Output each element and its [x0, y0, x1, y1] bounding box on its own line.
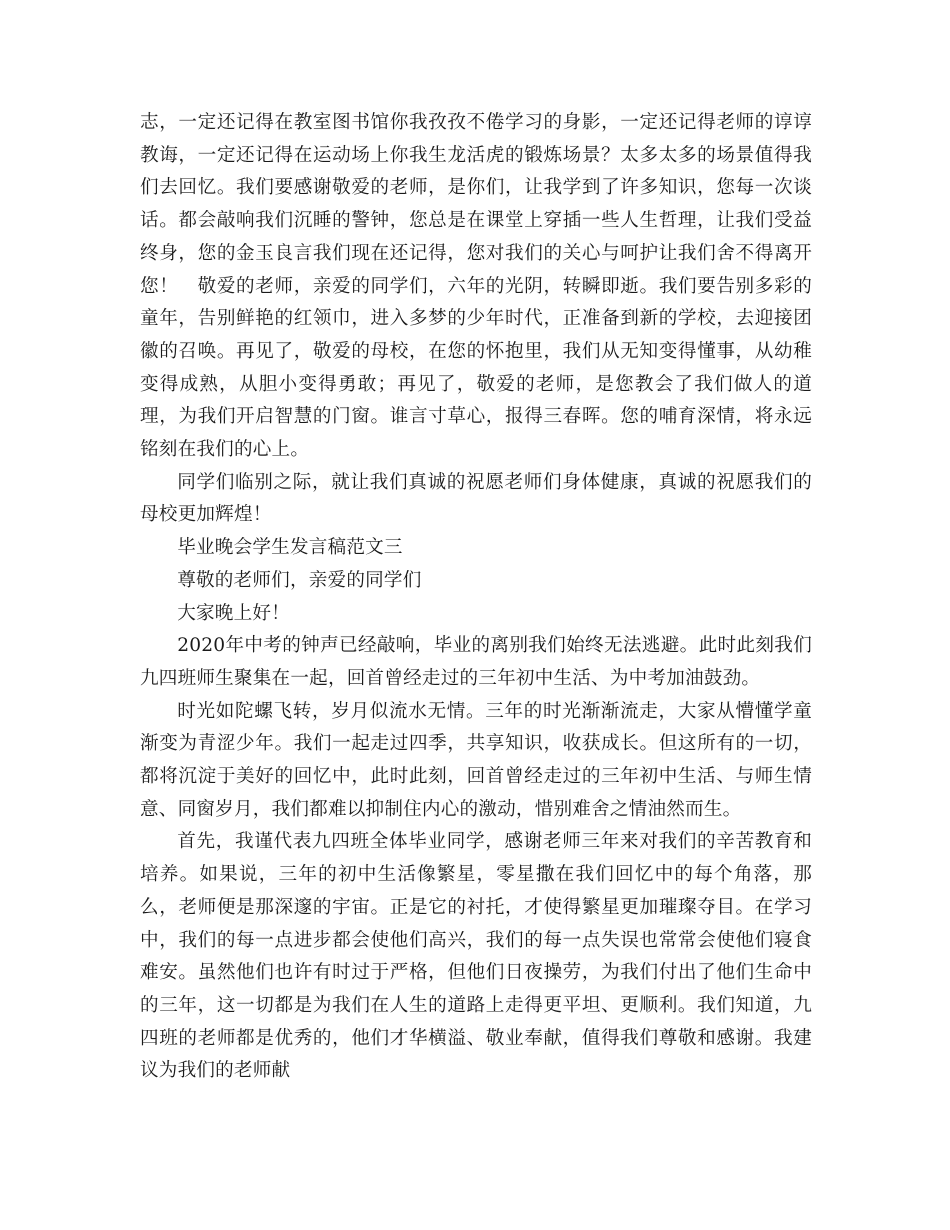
salutation: 尊敬的老师们，亲爱的同学们 — [177, 569, 422, 591]
section-heading: 毕业晚会学生发言稿范文三 — [177, 537, 403, 559]
paragraph-6: 2020年中考的钟声已经敲响，毕业的离别我们始终无法逃避。此时此刻我们九四班师生聚集在一起，回首曾经走过的三年初中生活、为中考加油鼓劲。 — [140, 635, 812, 689]
paragraph-2: 同学们临别之际，就让我们真诚的祝愿老师们身体健康，真诚的祝愿我们的母校更加辉煌！ — [140, 471, 812, 526]
paragraph-1: 志，一定还记得在教室图书馆你我孜孜不倦学习的身影，一定还记得老师的谆谆教诲，一定还记得在运动场上你我生龙活虎的锻炼场景？太多太多的场景值得我们去回忆。我们要感谢敬爱的老师，是你们，让我学到了许多知识，您每一次谈话。都会敲响我们沉睡的警钟，您总是在课堂上穿插一些人生哲理，让我们受益终身，您的金玉良言我们现在还记得，您对我们的关心与呵护让我们舍不得离开您！ 敬爱的老师，亲爱的同学们，六年的光阴，转瞬即逝。我们要告别多彩的童年，告别鲜艳的红领巾，进入多梦的少年时代，正准备到新的学校，去迎接团徽的召唤。再见了，敬爱的母校，在您的怀抱里，我们从无知变得懂事，从幼稚变得成熟，从胆小变得勇敢；再见了，敬爱的老师，是您教会了我们做人的道理，为我们开启智慧的门窗。谁言寸草心，报得三春晖。您的哺育深情，将永远铭刻在我们的心上。 — [140, 112, 812, 461]
greeting: 大家晚上好！ — [177, 602, 290, 624]
paragraph-7: 时光如陀螺飞转，岁月似流水无情。三年的时光渐渐流走，大家从懵懂学童渐变为青涩少年。我们一起走过四季，共享知识，收获成长。但这所有的一切，都将沉淀于美好的回忆中，此时此刻，回首曾经走过的三年初中生活、与师生情意、同窗岁月，我们都难以抑制住内心的激动，惜别难舍之情油然而生。 — [140, 700, 812, 820]
paragraph-8: 首先，我谨代表九四班全体毕业同学，感谢老师三年来对我们的辛苦教育和培养。如果说，三年的初中生活像繁星，零星撒在我们回忆中的每个角落，那么，老师便是那深邃的宇宙。正是它的衬托，才使得繁星更加璀璨夺目。在学习中，我们的每一点进步都会使他们高兴，我们的每一点失误也常常会使他们寝食难安。虽然他们也许有时过于严格，但他们日夜操劳，为我们付出了他们生命中的三年，这一切都是为我们在人生的道路上走得更平坦、更顺利。我们知道，九四班的老师都是优秀的，他们才华横溢、敬业奉献，值得我们尊敬和感谢。我建议为我们的老师献 — [140, 831, 812, 1082]
